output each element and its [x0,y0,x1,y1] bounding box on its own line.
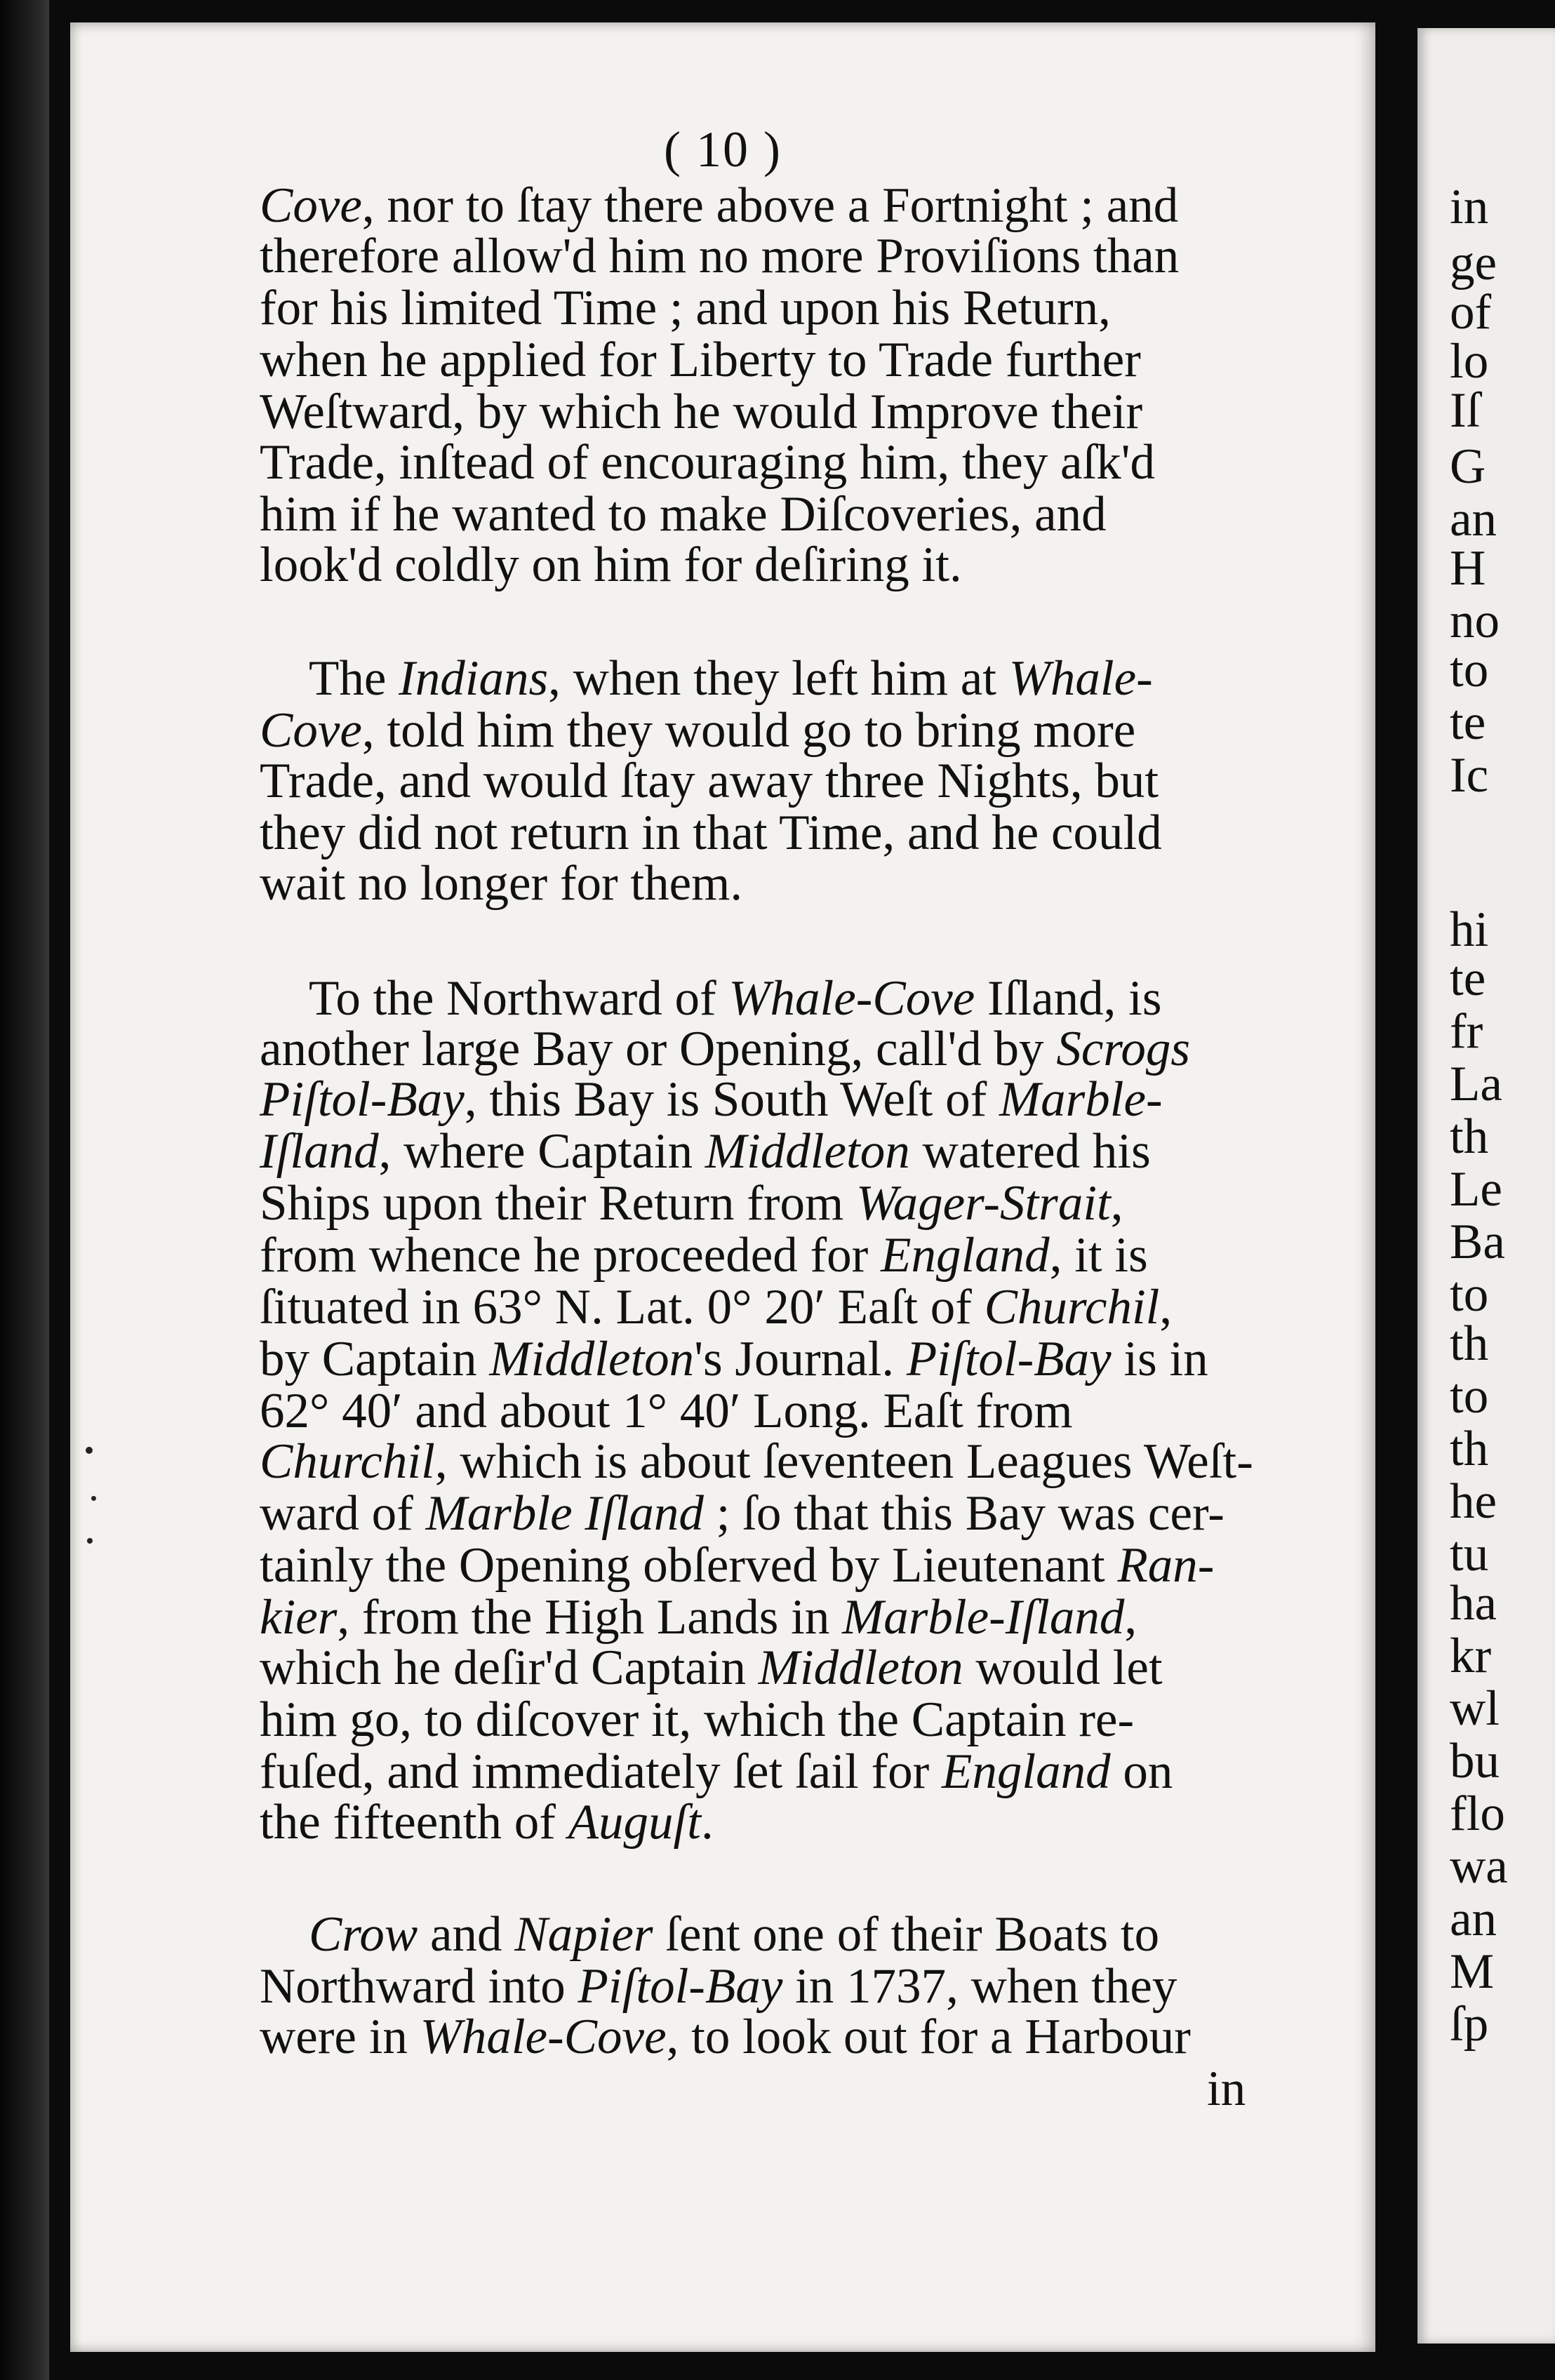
italic-text: Middleton [758,1640,963,1695]
text-segment: ſituated in 63° N. Lat. 0° 20′ Eaſt of [260,1280,985,1335]
text-line [260,435,1156,490]
text-segment: another large Bay or Opening, call'd by [260,1022,1057,1076]
text-line [260,387,1142,437]
facing-page-fragment: ge [1450,236,1497,290]
facing-page-fragment: an [1450,1892,1497,1946]
text-line [260,1795,714,1850]
text-line [260,756,1159,806]
text-line [260,1538,1215,1593]
facing-page-fragment: th [1450,1316,1489,1371]
text-segment: watered his [909,1124,1151,1179]
text-segment: Northward into [260,1959,578,2014]
text-segment: , it is [1049,1228,1148,1283]
text-line [309,971,1162,1026]
text-segment: when he applied for Liberty to Trade further [260,333,1141,387]
text-segment: tainly the Opening obſerved by Lieutenant [260,1538,1118,1593]
text-segment: wait no longer for them. [260,856,743,911]
italic-text: Piſtol-Bay [906,1332,1112,1386]
text-line [1207,2061,1246,2116]
text-segment: the fifteenth of [260,1795,568,1850]
text-line [260,703,1136,758]
text-segment: and [418,1907,515,1962]
text-line [260,1280,1173,1335]
italic-text: kier [260,1590,338,1645]
text-line [260,335,1141,385]
italic-text: Middleton [705,1124,910,1179]
text-segment: , this Bay is South Weſt of [464,1072,999,1127]
text-segment: Weſtward, by which he would Improve their [260,385,1143,439]
italic-text: Churchil [260,1434,435,1489]
text-segment: him if he wanted to make Diſcoveries, and [260,487,1107,542]
text-line [260,856,743,911]
text-segment: in [1207,2061,1246,2116]
ink-speck [87,1538,93,1544]
text-segment: ; ſo that this Bay was cer- [703,1486,1224,1541]
text-line [260,1692,1135,1747]
italic-text: Marble-Iſland [842,1590,1125,1645]
text-segment: Trade, and would ſtay away three Nights, but [260,754,1159,808]
book-binding-edge [0,0,49,2380]
text-segment: , told him they would go to bring more [361,703,1136,758]
text-segment: ſent one of their Boats to [653,1907,1160,1962]
facing-page-fragment: in [1450,180,1489,234]
italic-text: Marble- [999,1072,1163,1127]
text-segment: , from the High Lands in [337,1590,843,1645]
text-segment: . [700,1795,714,1850]
italic-text: Whale- [1008,651,1153,706]
text-segment: fuſed, and immediately ſet ſail for [260,1744,942,1799]
text-segment: , when they left him at [548,651,1009,706]
italic-text: Cove [260,178,362,233]
italic-text: Piſtol-Bay [578,1959,783,2014]
italic-text: Marble Iſland [425,1486,704,1541]
text-segment: is in [1111,1332,1208,1386]
text-line [260,1959,1177,2014]
text-segment: from whence he proceeded for [260,1228,881,1283]
italic-text: Indians [399,651,549,706]
facing-page-fragment: wa [1450,1839,1508,1894]
facing-page-fragment: to [1450,1267,1489,1322]
facing-page-fragment: fr [1450,1004,1483,1059]
text-segment: , where Captain [378,1124,705,1179]
facing-page-fragment: flo [1450,1786,1505,1841]
text-segment: , [1159,1280,1173,1335]
facing-page-edge [1417,28,1555,2344]
facing-page-fragment: to [1450,1369,1489,1424]
text-segment: in 1737, when they [782,1959,1177,2014]
text-line [260,1332,1208,1386]
text-segment: , [1124,1590,1137,1645]
facing-page-fragment: Ba [1450,1215,1505,1269]
italic-text: Napier [514,1907,653,1962]
italic-text: Scrogs [1056,1022,1190,1076]
facing-page-fragment: H [1450,541,1486,596]
text-line [309,1907,1160,1962]
italic-text: England [942,1744,1111,1799]
italic-text: Churchil [984,1280,1160,1335]
facing-page-fragment: bu [1450,1734,1500,1789]
text-line [260,1744,1173,1799]
facing-page-fragment: he [1450,1474,1497,1529]
italic-text: Iſland [260,1124,379,1179]
text-line [260,1590,1137,1645]
text-line [260,1024,1190,1074]
text-line [260,1386,1073,1436]
facing-page-fragment: ha [1450,1576,1497,1631]
facing-page-fragment: G [1450,439,1486,494]
italic-text: Whale-Cove [728,971,975,1026]
facing-page-fragment: Iſ [1450,383,1481,438]
text-segment: 's Journal. [694,1332,907,1386]
text-segment: The [309,651,399,706]
facing-page-fragment: La [1450,1057,1502,1111]
facing-page-fragment: wl [1450,1681,1500,1736]
text-line [260,537,962,592]
text-segment: , which is about ſeventeen Leagues Weſt- [434,1434,1253,1489]
text-segment: him go, to diſcover it, which the Captain re- [260,1692,1135,1747]
facing-page-fragment: lo [1450,334,1489,389]
facing-page-fragment: kr [1450,1629,1492,1683]
text-segment: ward of [260,1486,426,1541]
text-line [309,651,1153,706]
text-line [260,1640,1163,1695]
facing-page-fragment: Le [1450,1162,1502,1217]
text-segment: they did not return in that Time, and he could [260,805,1162,860]
italic-text: Whale-Cove [420,2010,667,2064]
text-line [260,487,1107,542]
text-segment: , nor to ſtay there above a Fortnight ; and [361,178,1179,233]
facing-page-fragment: th [1450,1109,1489,1164]
text-line [260,2012,1191,2062]
text-line [260,229,1180,283]
italic-text: England [881,1228,1050,1283]
italic-text: Wager-Strait [855,1176,1111,1231]
ink-speck [91,1496,96,1501]
text-segment: Ships upon their Return from [260,1176,856,1231]
ink-speck [86,1447,93,1454]
text-segment: To the Northward of [309,971,729,1026]
text-line [260,283,1111,333]
text-segment: by Captain [260,1332,490,1386]
book-page [70,22,1375,2352]
facing-page-fragment: Ic [1450,748,1489,803]
italic-text: Crow [309,1907,418,1962]
text-segment: were in [260,2010,420,2064]
facing-page-fragment: ſp [1450,1997,1489,2052]
text-segment: , to look out for a Harbour [666,2010,1191,2064]
text-segment: for his limited Time ; and upon his Return, [260,281,1111,335]
text-segment: Trade, inſtead of encouraging him, they aſk'd [260,435,1156,490]
text-segment: , [1110,1176,1123,1231]
text-segment: 62° 40′ and about 1° 40′ Long. Eaſt from [260,1384,1073,1438]
text-line [260,1072,1163,1127]
facing-page-fragment: te [1450,695,1486,750]
text-line [260,1176,1123,1231]
italic-text: Cove [260,703,362,758]
facing-page-fragment: M [1450,1944,1495,1999]
text-segment: which he deſir'd Captain [260,1640,759,1695]
text-line [260,1124,1151,1179]
facing-page-fragment: to [1450,643,1489,697]
text-segment: therefore allow'd him no more Proviſions than [260,229,1180,283]
facing-page-fragment: no [1450,594,1500,648]
page-number: ( 10 ) [664,121,782,178]
facing-page-fragment: hi [1450,902,1489,957]
text-line [260,1486,1224,1541]
italic-text: Ran- [1117,1538,1215,1593]
text-line [260,1434,1253,1489]
italic-text: Auguſt [568,1795,701,1850]
italic-text: Piſtol-Bay [260,1072,465,1127]
text-segment: on [1110,1744,1173,1799]
facing-page-fragment: an [1450,492,1497,547]
italic-text: Middleton [489,1332,695,1386]
facing-page-fragment: th [1450,1422,1489,1476]
text-segment: Iſland, is [975,971,1162,1026]
text-segment: would let [963,1640,1163,1695]
text-line [260,805,1162,860]
text-line [260,1228,1148,1283]
facing-page-fragment: tu [1450,1527,1489,1582]
facing-page-fragment: of [1450,285,1492,340]
text-line [260,178,1179,233]
text-segment: look'd coldly on him for deſiring it. [260,537,962,592]
facing-page-fragment: te [1450,951,1486,1006]
